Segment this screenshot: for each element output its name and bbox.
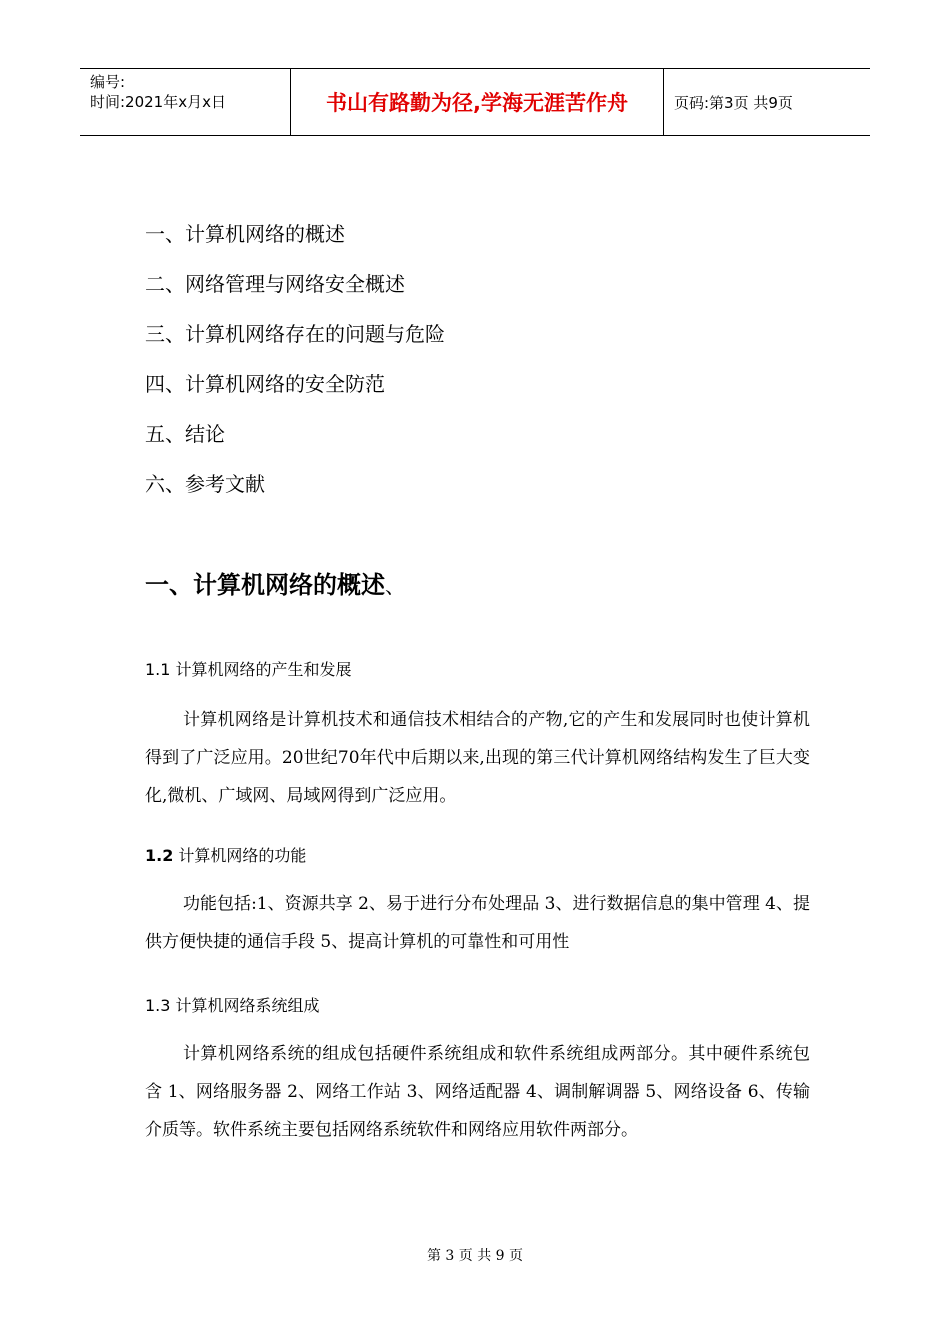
toc-item: 四、计算机网络的安全防范 [145,372,385,396]
paragraph-1-1: 计算机网络是计算机技术和通信技术相结合的产物,它的产生和发展同时也使计算机得到了广泛应用。20世纪70年代中后期以来,出现的第三代计算机网络结构发生了巨大变化,微机、广域网、局域网得到广泛应用。 [145,710,810,806]
section-title-text: 一、计算机网络的概述 [145,571,385,599]
subsection-number: 1.2 [145,846,174,865]
toc-item: 三、计算机网络存在的问题与危险 [145,322,445,346]
subsection-heading-1-2 [145,843,306,866]
section-title-tail: 、 [385,574,405,598]
subsection-heading-1-3: 1.3 计算机网络系统组成 [145,996,320,1015]
table-of-contents [145,218,445,518]
paragraph-1-3: 计算机网络系统的组成包括硬件系统组成和软件系统组成两部分。其中硬件系统包含 1、网络服务器 2、网络工作站 3、网络适配器 4、调制解调器 5、网络设备 6、传输介质等。软件系统主要包括网络系统软件和网络应用软件两部分。 [145,1044,810,1140]
page-footer: 第 3 页 共 9 页 [426,1248,524,1264]
section-title [145,565,405,600]
header-number: 编号: [90,73,126,91]
toc-item: 二、网络管理与网络安全概述 [145,272,405,296]
toc-item: 一、计算机网络的概述 [145,222,345,246]
paragraph-1-2: 功能包括:1、资源共享 2、易于进行分布处理品 3、进行数据信息的集中管理 4、提供方便快捷的通信手段 5、提高计算机的可靠性和可用性 [145,894,810,952]
header-motto: 书山有路勤为径,学海无涯苦作舟 [291,69,664,136]
toc-item: 五、结论 [145,422,225,446]
header-time: 时间:2021年x月x日 [90,93,226,111]
toc-item: 六、参考文献 [145,472,265,496]
subsection-text: 计算机网络的功能 [173,846,307,865]
header-page: 页码:第3页 共9页 [664,69,871,136]
subsection-heading-1-1: 1.1 计算机网络的产生和发展 [145,660,352,679]
header-meta [80,69,291,136]
page-header [80,68,870,136]
